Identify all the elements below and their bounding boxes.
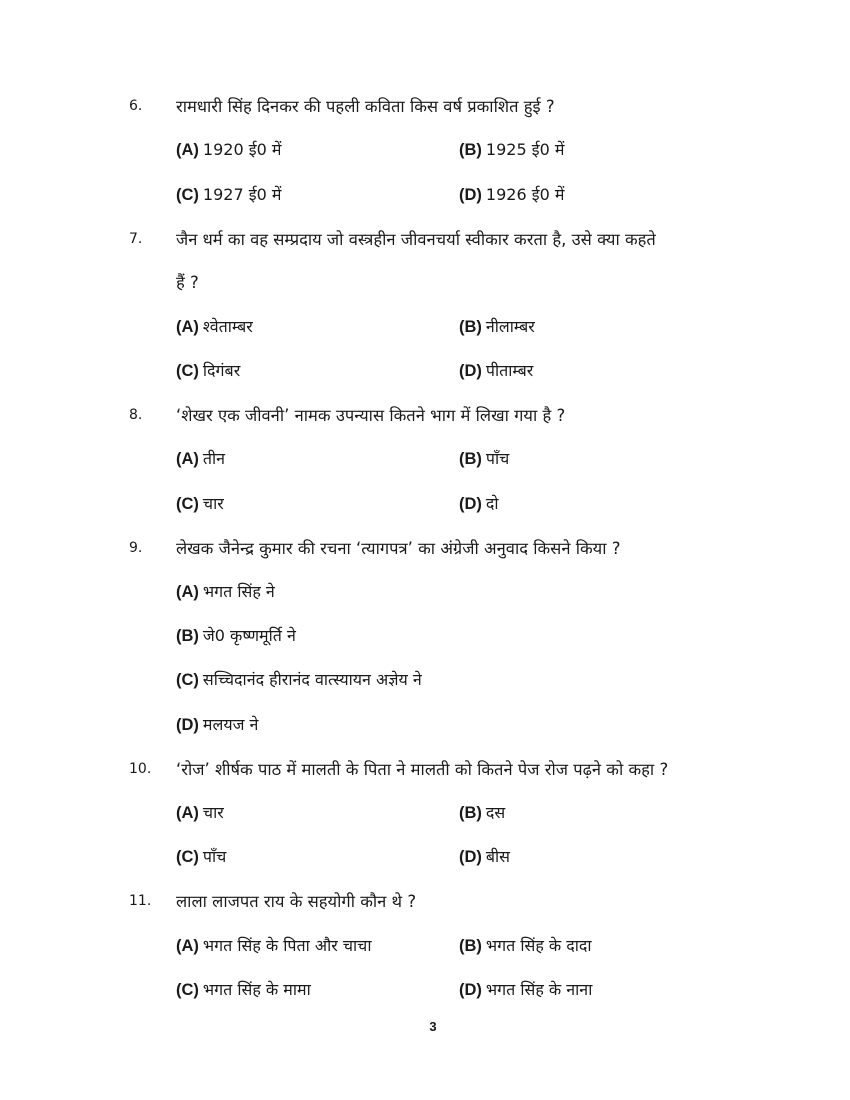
option-d bbox=[459, 492, 499, 514]
option-text: दो bbox=[485, 494, 499, 513]
question-number: 7. bbox=[129, 231, 143, 247]
option-text: जे0 कृष्णमूर्ति ने bbox=[202, 626, 296, 645]
option-text: चार bbox=[202, 494, 224, 513]
question-text: जैन धर्म का वह सम्प्रदाय जो वस्त्रहीन जीवनचर्या स्वीकार करता है, उसे क्या कहते bbox=[176, 230, 656, 249]
question-text: लाला लाजपत राय के सहयोगी कौन थे ? bbox=[176, 892, 417, 911]
question-text: ‘रोज’ शीर्षक पाठ में मालती के पिता ने मालती को कितने पेज रोज पढ़ने को कहा ? bbox=[176, 760, 669, 779]
question-number: 9. bbox=[129, 540, 143, 556]
question-6 bbox=[0, 94, 850, 120]
option-text: पीताम्बर bbox=[485, 361, 534, 380]
question-number: 11. bbox=[129, 893, 152, 909]
option-a bbox=[176, 580, 275, 602]
option-label: (A) bbox=[176, 141, 199, 159]
question-11 bbox=[0, 889, 850, 915]
option-text: चार bbox=[202, 803, 224, 822]
option-text: नीलाम्बर bbox=[485, 317, 535, 336]
question-8 bbox=[0, 403, 850, 429]
option-text: श्वेताम्बर bbox=[202, 317, 253, 336]
option-text: 1925 ई0 में bbox=[485, 140, 565, 159]
option-text: 1920 ई0 में bbox=[202, 140, 282, 159]
option-d bbox=[459, 978, 592, 1000]
option-text: तीन bbox=[202, 449, 226, 468]
option-label: (B) bbox=[176, 627, 199, 645]
option-c bbox=[176, 978, 311, 1000]
option-label: (C) bbox=[176, 186, 199, 204]
option-label: (D) bbox=[459, 186, 482, 204]
option-label: (D) bbox=[459, 848, 482, 866]
option-c bbox=[176, 668, 422, 690]
option-text: बीस bbox=[485, 847, 511, 866]
option-label: (A) bbox=[176, 804, 199, 822]
option-text: भगत सिंह के नाना bbox=[485, 980, 593, 999]
option-label: (B) bbox=[459, 937, 482, 955]
page-number: 3 bbox=[429, 1019, 437, 1034]
option-label: (C) bbox=[176, 362, 199, 380]
option-c bbox=[176, 845, 226, 867]
option-b bbox=[459, 934, 592, 956]
question-text: रामधारी सिंह दिनकर की पहली कविता किस वर्ष प्रकाशित हुई ? bbox=[176, 97, 555, 116]
question-number: 10. bbox=[129, 761, 152, 777]
option-label: (B) bbox=[459, 450, 482, 468]
option-text: भगत सिंह के दादा bbox=[485, 936, 592, 955]
option-label: (B) bbox=[459, 141, 482, 159]
option-text: दस bbox=[485, 803, 506, 822]
option-label: (A) bbox=[176, 937, 199, 955]
option-c bbox=[176, 359, 240, 381]
question-text: लेखक जैनेन्द्र कुमार की रचना ‘त्यागपत्र’ का अंग्रेजी अनुवाद किसने किया ? bbox=[176, 539, 621, 558]
option-d bbox=[459, 845, 510, 867]
option-text: 1927 ई0 में bbox=[202, 185, 282, 204]
question-9 bbox=[0, 536, 850, 562]
option-text: पाँच bbox=[485, 449, 510, 468]
question-text-continued: हैं ? bbox=[176, 273, 199, 292]
option-label: (D) bbox=[459, 495, 482, 513]
option-label: (C) bbox=[176, 848, 199, 866]
question-7 bbox=[0, 227, 850, 253]
option-a bbox=[176, 934, 371, 956]
option-label: (D) bbox=[459, 362, 482, 380]
option-label: (C) bbox=[176, 981, 199, 999]
option-b bbox=[459, 315, 535, 337]
option-label: (A) bbox=[176, 450, 199, 468]
option-b bbox=[459, 447, 509, 469]
option-c bbox=[176, 492, 224, 514]
option-d bbox=[459, 359, 533, 381]
option-text: मलयज ने bbox=[202, 715, 259, 734]
question-text: ‘शेखर एक जीवनी’ नामक उपन्यास कितने भाग में लिखा गया है ? bbox=[176, 406, 566, 425]
option-label: (C) bbox=[176, 671, 199, 689]
option-text: 1926 ई0 में bbox=[485, 185, 565, 204]
option-label: (B) bbox=[459, 318, 482, 336]
option-label: (B) bbox=[459, 804, 482, 822]
option-text: भगत सिंह ने bbox=[202, 582, 275, 601]
option-a bbox=[176, 447, 225, 469]
option-text: पाँच bbox=[202, 847, 227, 866]
option-label: (A) bbox=[176, 583, 199, 601]
option-b bbox=[459, 801, 505, 823]
option-a bbox=[176, 138, 281, 160]
option-d bbox=[176, 713, 258, 735]
option-a bbox=[176, 315, 253, 337]
option-text: दिगंबर bbox=[202, 361, 241, 380]
option-text: सच्चिदानंद हीरानंद वात्स्यायन अज्ञेय ने bbox=[202, 670, 422, 689]
question-number: 8. bbox=[129, 407, 143, 423]
option-c bbox=[176, 183, 281, 205]
option-text: भगत सिंह के मामा bbox=[202, 980, 311, 999]
option-d bbox=[459, 183, 564, 205]
option-b bbox=[459, 138, 564, 160]
option-b bbox=[176, 624, 296, 646]
question-10 bbox=[0, 757, 850, 783]
option-text: भगत सिंह के पिता और चाचा bbox=[202, 936, 372, 955]
option-label: (C) bbox=[176, 495, 199, 513]
option-label: (D) bbox=[459, 981, 482, 999]
option-a bbox=[176, 801, 224, 823]
option-label: (D) bbox=[176, 716, 199, 734]
option-label: (A) bbox=[176, 318, 199, 336]
question-number: 6. bbox=[129, 98, 143, 114]
